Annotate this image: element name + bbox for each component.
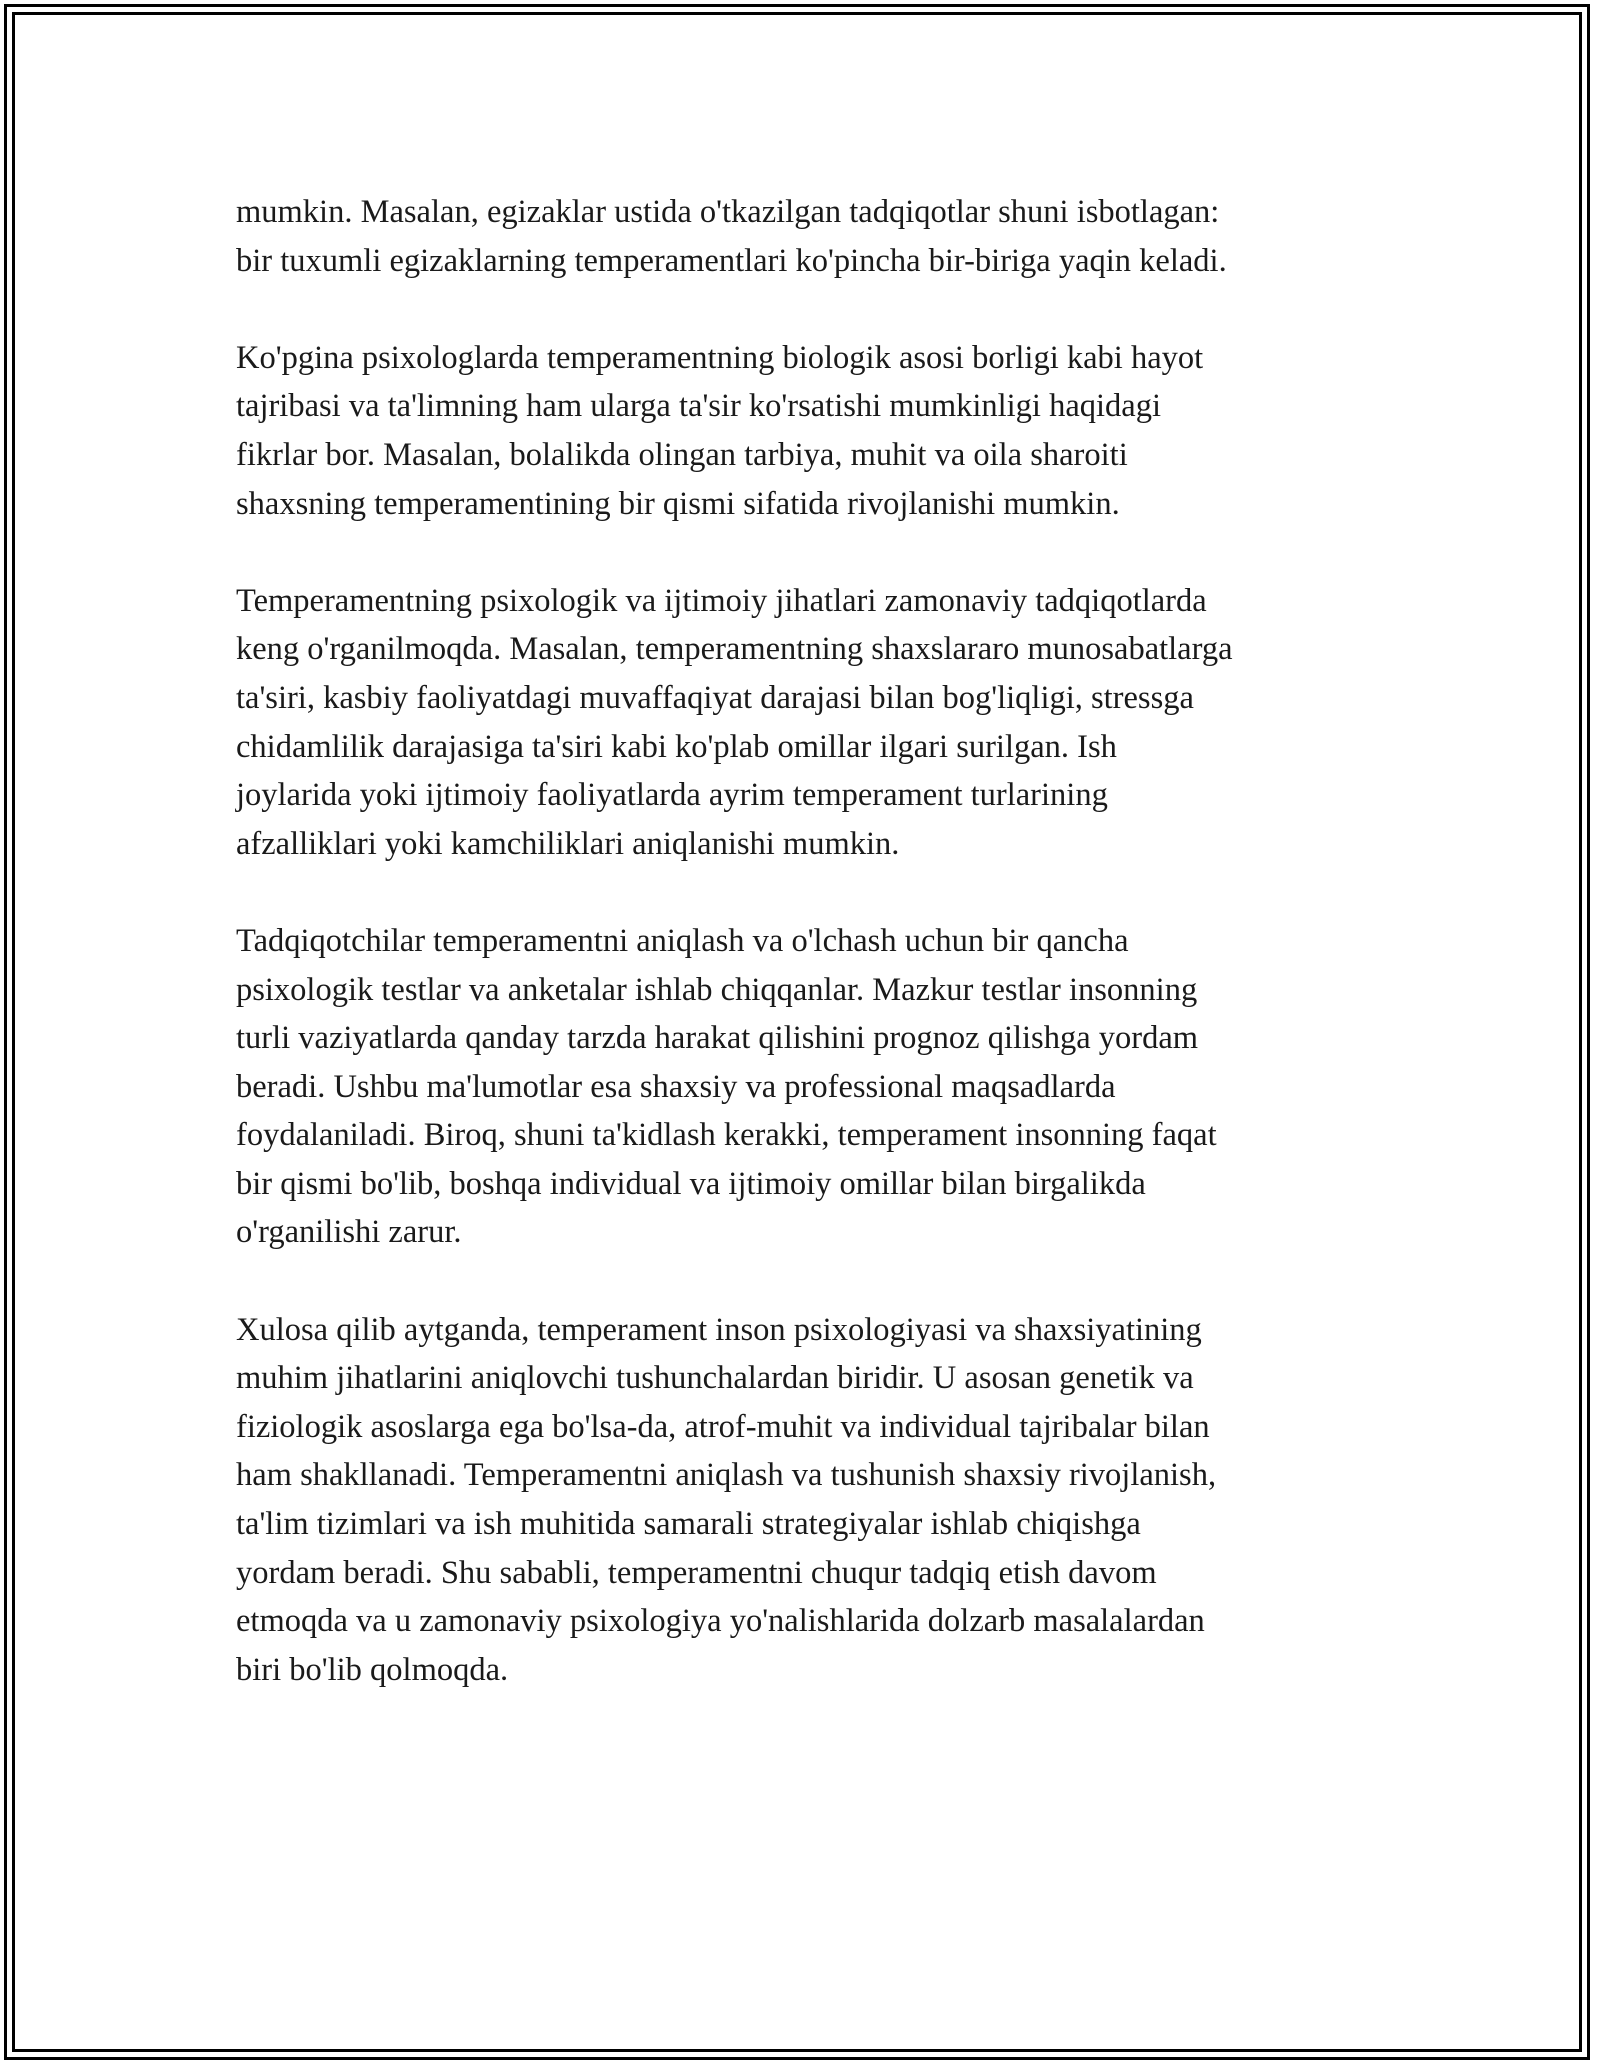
- paragraph-life-experience: [236, 334, 1376, 528]
- text-line: ta'lim tizimlari va ish muhitida samarali strategiyalar ishlab chiqishga: [236, 1506, 1141, 1543]
- paragraph-conclusion: [236, 1306, 1376, 1695]
- text-line: o'rganilishi zarur.: [236, 1214, 462, 1251]
- text-line: joylarida yoki ijtimoiy faoliyatlarda ayrim temperament turlarining: [236, 777, 1108, 814]
- text-line: shaxsning temperamentining bir qismi sifatida rivojlanishi mumkin.: [236, 485, 1120, 522]
- text-line: ta'siri, kasbiy faoliyatdagi muvaffaqiyat darajasi bilan bog'liqligi, stressga: [236, 679, 1194, 716]
- paragraph-psychological-social-aspects: [236, 577, 1376, 869]
- text-line: muhim jihatlarini aniqlovchi tushunchalardan biridir. U asosan genetik va: [236, 1360, 1194, 1397]
- text-line: fikrlar bor. Masalan, bolalikda olingan tarbiya, muhit va oila sharoiti: [236, 436, 1128, 473]
- paragraph-tests-questionnaires: [236, 917, 1376, 1257]
- text-line: fiziologik asoslarga ega bo'lsa-da, atrof-muhit va individual tajribalar bilan: [236, 1408, 1210, 1445]
- text-line: ham shakllanadi. Temperamentni aniqlash va tushunish shaxsiy rivojlanish,: [236, 1457, 1217, 1494]
- text-line: Ko'pgina psixologlarda temperamentning biologik asosi borligi kabi hayot: [236, 339, 1204, 376]
- text-line: psixologik testlar va anketalar ishlab chiqqanlar. Mazkur testlar insonning: [236, 971, 1198, 1008]
- text-line: tajribasi va ta'limning ham ularga ta'sir ko'rsatishi mumkinligi haqidagi: [236, 388, 1161, 425]
- text-line: bir tuxumli egizaklarning temperamentlari ko'pincha bir-biriga yaqin keladi.: [236, 242, 1227, 279]
- text-line: Temperamentning psixologik va ijtimoiy jihatlari zamonaviy tadqiqotlarda: [236, 582, 1207, 619]
- text-line: keng o'rganilmoqda. Masalan, temperamentning shaxslararo munosabatlarga: [236, 631, 1233, 668]
- text-line: chidamlilik darajasiga ta'siri kabi ko'plab omillar ilgari surilgan. Ish: [236, 728, 1117, 765]
- document-body: [236, 188, 1376, 1694]
- text-line: beradi. Ushbu ma'lumotlar esa shaxsiy va professional maqsadlarda: [236, 1068, 1116, 1105]
- text-line: etmoqda va u zamonaviy psixologiya yo'nalishlarida dolzarb masalalardan: [236, 1603, 1205, 1640]
- text-line: mumkin. Masalan, egizaklar ustida o'tkazilgan tadqiqotlar shuni isbotlagan:: [236, 194, 1220, 230]
- text-line: yordam beradi. Shu sababli, temperamentni chuqur tadqiq etish davom: [236, 1554, 1157, 1591]
- text-line: biri bo'lib qolmoqda.: [236, 1651, 509, 1688]
- text-line: Xulosa qilib aytganda, temperament inson psixologiyasi va shaxsiyatining: [236, 1311, 1202, 1348]
- text-line: turli vaziyatlarda qanday tarzda harakat qilishini prognoz qilishga yordam: [236, 1020, 1199, 1057]
- paragraph-twin-studies: [236, 188, 1376, 285]
- text-line: afzalliklari yoki kamchiliklari aniqlanishi mumkin.: [236, 825, 900, 862]
- text-line: Tadqiqotchilar temperamentni aniqlash va o'lchash uchun bir qancha: [236, 922, 1129, 959]
- text-line: bir qismi bo'lib, boshqa individual va ijtimoiy omillar bilan birgalikda: [236, 1165, 1146, 1202]
- text-line: foydalaniladi. Biroq, shuni ta'kidlash kerakki, temperament insonning faqat: [236, 1117, 1217, 1154]
